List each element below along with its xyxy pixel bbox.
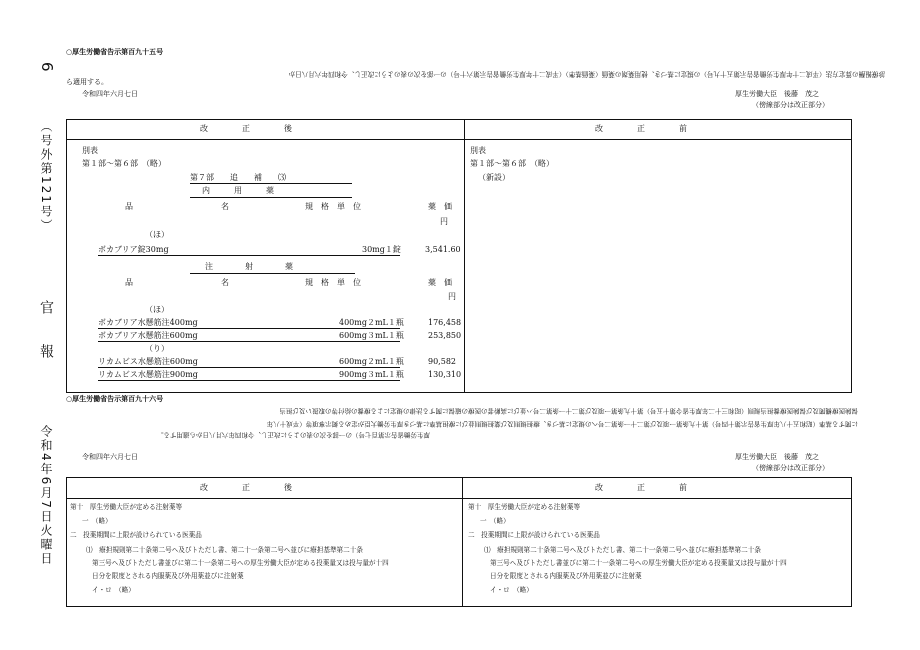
kana-heading: （ほ） <box>145 305 169 314</box>
after-betsu: 別表 <box>82 146 98 155</box>
provision-line: 第三号ヘ及びトただし書並びに第二十一条第二号ヘの厚生労働大臣が定める投薬量又は投与量が十四 <box>490 559 787 567</box>
provision-line: 二 投薬期間に上限が設けられている医薬品 <box>468 531 600 539</box>
before-parts: 第１部～第６部 （略） <box>470 159 554 168</box>
drug-unit: 600mg３mL１瓶 <box>339 331 404 340</box>
underline <box>98 255 400 256</box>
notice2-body-line1: 保険医療機関及び保険医療養担当規則（昭和三十二年厚生省令第十五号）第十九条第一項及び第二十一条第二号ハ並びに高齢者の医療の確保に関する法律の規定による療養の給付等の取扱い及び担当 <box>279 407 858 415</box>
notice2-date: 令和四年六月七日 <box>82 453 138 461</box>
drug-price: 176,458 <box>428 318 462 327</box>
notice2-minister: 厚生労働大臣 後藤 茂之 <box>735 453 819 461</box>
notice2-title: ○厚生労働省告示第百九十六号 <box>66 395 164 403</box>
after-parts: 第１部～第６部 （略） <box>82 159 166 168</box>
notice2-note: （傍線部分は改正部分） <box>752 464 829 472</box>
drug-unit: 30mg１錠 <box>362 245 401 254</box>
drug-unit: 900mg３mL１瓶 <box>339 370 404 379</box>
provision-line: ⑴ 療担規則第二十条第二号ヘ及びトただし書、第二十一条第二号ヘ並びに療担基準第二十条 <box>86 546 363 554</box>
oral-header-price: 薬 価 <box>428 202 452 211</box>
kana-heading: （り） <box>145 344 169 353</box>
notice1-body-line2: ら適用する。 <box>66 78 108 86</box>
underline <box>98 380 400 381</box>
before-betsu: 別表 <box>470 146 486 155</box>
provision-line: 第十 厚生労働大臣が定める注射薬等 <box>70 503 183 511</box>
table1-after-header: 改 正 後 <box>200 124 298 133</box>
underline <box>98 367 400 368</box>
provision-line: 一 （略） <box>82 517 112 525</box>
table1-before-header: 改 正 前 <box>595 124 693 133</box>
drug-unit: 600mg２mL１瓶 <box>339 357 404 366</box>
notice1-minister: 厚生労働大臣 後藤 茂之 <box>735 90 819 98</box>
inj-header-price: 薬 価 <box>428 278 452 287</box>
drug-price: 130,310 <box>428 370 462 379</box>
drug-name: ボカブリア水懸筋注400mg <box>98 318 198 327</box>
table2-after-header: 改 正 後 <box>200 483 298 492</box>
provision-line: イ・ロ （略） <box>490 586 533 594</box>
underline <box>98 341 400 342</box>
issue-number: （号外第121号） <box>39 120 53 233</box>
notice1-body-line1: 診療報酬の算定方法（平成二十年厚生労働省告示第五十九号）の規定に基づき、使用薬剤の薬価（薬価基準）（平成二十年厚生労働省告示第六十号）の一部を次の表のように改正し、令和四年六月八日か <box>288 70 885 78</box>
inj-header-unit: 規 格 単 位 <box>305 278 361 287</box>
page-number: 6 <box>38 62 56 74</box>
notice2-body-line2: に関する基準（昭和五十八年厚生省告示第十四号）第十九条第一項及び第二十一条第二号への規定に基づき、療担規則及び薬担規則並びに療担基準に基づき厚生労働大臣が定める掲示事項等（平成十八年 <box>266 420 858 428</box>
after-part7-title: 第７部 追 補 ⑶ <box>190 173 286 182</box>
inj-yen: 円 <box>448 292 456 301</box>
provision-line: 第十 厚生労働大臣が定める注射薬等 <box>468 503 581 511</box>
table2-before-header: 改 正 前 <box>595 483 693 492</box>
underline <box>98 328 400 329</box>
drug-price: 90,582 <box>428 357 456 366</box>
notice1-date: 令和四年六月七日 <box>82 90 138 98</box>
before-new: （新設） <box>478 173 510 182</box>
drug-unit: 400mg２mL１瓶 <box>339 318 404 327</box>
provision-line: イ・ロ （略） <box>92 586 135 594</box>
after-naiyo-heading: 内 用 薬 <box>202 186 274 195</box>
after-chusha-heading: 注 射 薬 <box>205 262 293 271</box>
drug-price: 253,850 <box>428 331 462 340</box>
paper-name: 官報 <box>38 300 54 388</box>
drug-name: リカムビス水懸筋注600mg <box>98 357 198 366</box>
inj-header-name: 品 名 <box>125 278 229 287</box>
notice1-note: （傍線部分は改正部分） <box>752 101 829 109</box>
provision-line: 第三号ヘ及びトただし書並びに第二十一条第二号ヘの厚生労働大臣が定める投薬量又は投与量が十四 <box>92 559 389 567</box>
provision-line: 日分を限度とされる内服薬及び外用薬並びに注射薬 <box>490 572 642 580</box>
drug-name: リカムビス水懸筋注900mg <box>98 370 198 379</box>
notice2-body-line3: 厚生労働省告示第百七号）の一部を次の表のように改正し、令和四年六月八日から適用する。 <box>157 431 430 439</box>
oral-yen: 円 <box>440 217 448 226</box>
drug-name: ボカブリア水懸筋注600mg <box>98 331 198 340</box>
oral-header-unit: 規 格 単 位 <box>305 202 361 211</box>
oral-header-name: 品 名 <box>125 202 229 211</box>
provision-line: 二 投薬期間に上限が設けられている医薬品 <box>70 531 202 539</box>
provision-line: 日分を限度とされる内服薬及び外用薬並びに注射薬 <box>92 572 244 580</box>
issue-date: 令和4年6月7日火曜日 <box>39 425 53 566</box>
notice1-title: ○厚生労働省告示第百九十五号 <box>66 48 164 56</box>
provision-line: 一 （略） <box>480 517 510 525</box>
drug-price: 3,541.60 <box>425 245 461 254</box>
drug-name: ボカブリア錠30mg <box>98 245 169 254</box>
provision-line: ⑴ 療担規則第二十条第二号ヘ及びトただし書、第二十一条第二号ヘ並びに療担基準第二十条 <box>484 546 761 554</box>
oral-kana-ho: （ほ） <box>145 230 169 239</box>
